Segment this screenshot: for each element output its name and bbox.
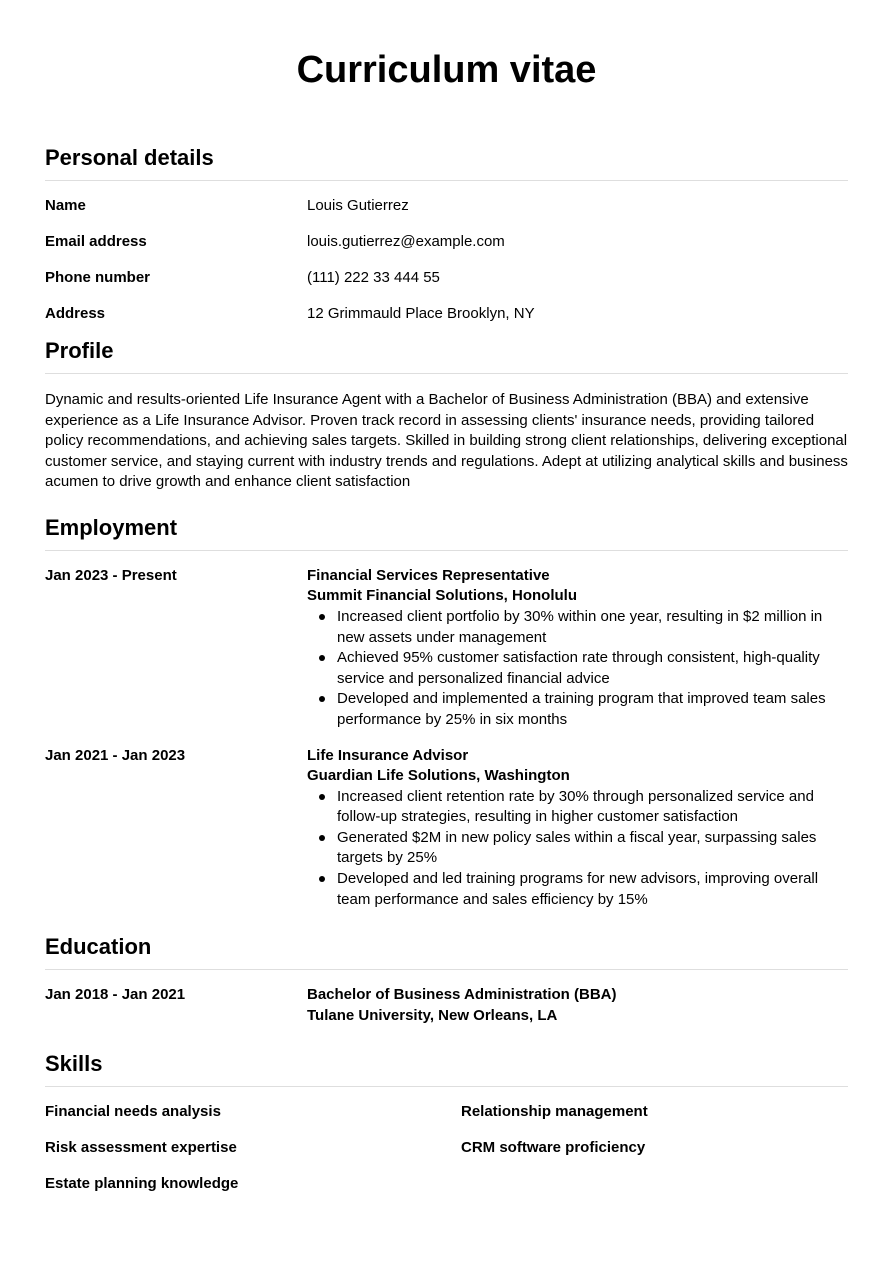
detail-label: Email address xyxy=(45,233,147,250)
employment-section xyxy=(45,515,848,910)
list-item: Increased client retention rate by 30% through personalized service and follow-up strategies, resulting in higher customer satisfaction xyxy=(337,787,848,828)
job-title: Financial Services Representative xyxy=(307,566,550,584)
detail-label: Phone number xyxy=(45,269,151,286)
achievement-list xyxy=(307,607,848,731)
skill-item: Financial needs analysis xyxy=(45,1103,221,1121)
detail-value: louis.gutierrez@example.com xyxy=(307,233,505,250)
detail-row-phone xyxy=(45,269,848,305)
page-title: Curriculum vitae xyxy=(296,49,597,91)
institution: Tulane University, New Orleans, LA xyxy=(307,1006,558,1024)
list-item: Increased client portfolio by 30% within one year, resulting in $2 million in new assets under management xyxy=(337,607,848,648)
skills-section xyxy=(45,1051,848,1211)
section-heading-personal: Personal details xyxy=(45,145,848,181)
employer: Summit Financial Solutions, Honolulu xyxy=(307,587,577,605)
achievement-list xyxy=(307,787,848,911)
section-heading-profile: Profile xyxy=(45,338,848,374)
employment-entry xyxy=(45,566,848,731)
employment-entry xyxy=(45,746,848,911)
detail-row-email xyxy=(45,233,848,269)
entry-body xyxy=(307,566,848,731)
detail-label: Address xyxy=(45,305,106,322)
detail-value: Louis Gutierrez xyxy=(307,197,409,214)
list-item: Generated $2M in new policy sales within a fiscal year, surpassing sales targets by 25% xyxy=(337,828,848,869)
skill-item: Estate planning knowledge xyxy=(45,1175,239,1193)
job-title: Life Insurance Advisor xyxy=(307,746,469,764)
detail-label: Name xyxy=(45,197,86,214)
personal-details-section xyxy=(45,145,848,341)
employer: Guardian Life Solutions, Washington xyxy=(307,767,570,785)
profile-summary: Dynamic and results-oriented Life Insurance Agent with a Bachelor of Business Administration (BBA) and extensive experience as a Life Insurance Advisor. Proven track record in assessing clients' insurance needs, providing tailored policy recommendations, and achieving sales targets. Skilled in building strong client relationships, delivering exceptional customer service, and staying current with industry trends and regulations. Adept at utilizing analytical skills and business acumen to drive growth and enhance client satisfaction xyxy=(45,391,848,491)
section-heading-skills: Skills xyxy=(45,1051,848,1087)
detail-value: 12 Grimmauld Place Brooklyn, NY xyxy=(307,305,535,322)
skills-grid xyxy=(45,1103,848,1211)
list-item: Developed and implemented a training program that improved team sales performance by 25% in six months xyxy=(337,689,848,730)
section-heading-education: Education xyxy=(45,934,848,970)
skill-item: Relationship management xyxy=(461,1103,648,1121)
personal-details-list xyxy=(45,197,848,341)
entry-date: Jan 2021 - Jan 2023 xyxy=(45,746,186,764)
skill-item: CRM software proficiency xyxy=(461,1139,646,1157)
list-item: Achieved 95% customer satisfaction rate through consistent, high-quality service and personalized financial advice xyxy=(337,648,848,689)
section-heading-employment: Employment xyxy=(45,515,848,551)
entry-body xyxy=(307,985,848,1026)
entry-date: Jan 2018 - Jan 2021 xyxy=(45,986,186,1004)
degree-title: Bachelor of Business Administration (BBA) xyxy=(307,986,617,1004)
education-section xyxy=(45,934,848,1026)
entry-body xyxy=(307,746,848,911)
entry-date: Jan 2023 - Present xyxy=(45,566,177,584)
detail-row-name xyxy=(45,197,848,233)
detail-value: (111) 222 33 444 55 xyxy=(307,269,440,286)
list-item: Developed and led training programs for new advisors, improving overall team performance and sales efficiency by 15% xyxy=(337,869,848,910)
skill-item: Risk assessment expertise xyxy=(45,1139,237,1157)
education-entry xyxy=(45,985,848,1026)
detail-row-address xyxy=(45,305,848,341)
profile-section xyxy=(45,338,848,493)
